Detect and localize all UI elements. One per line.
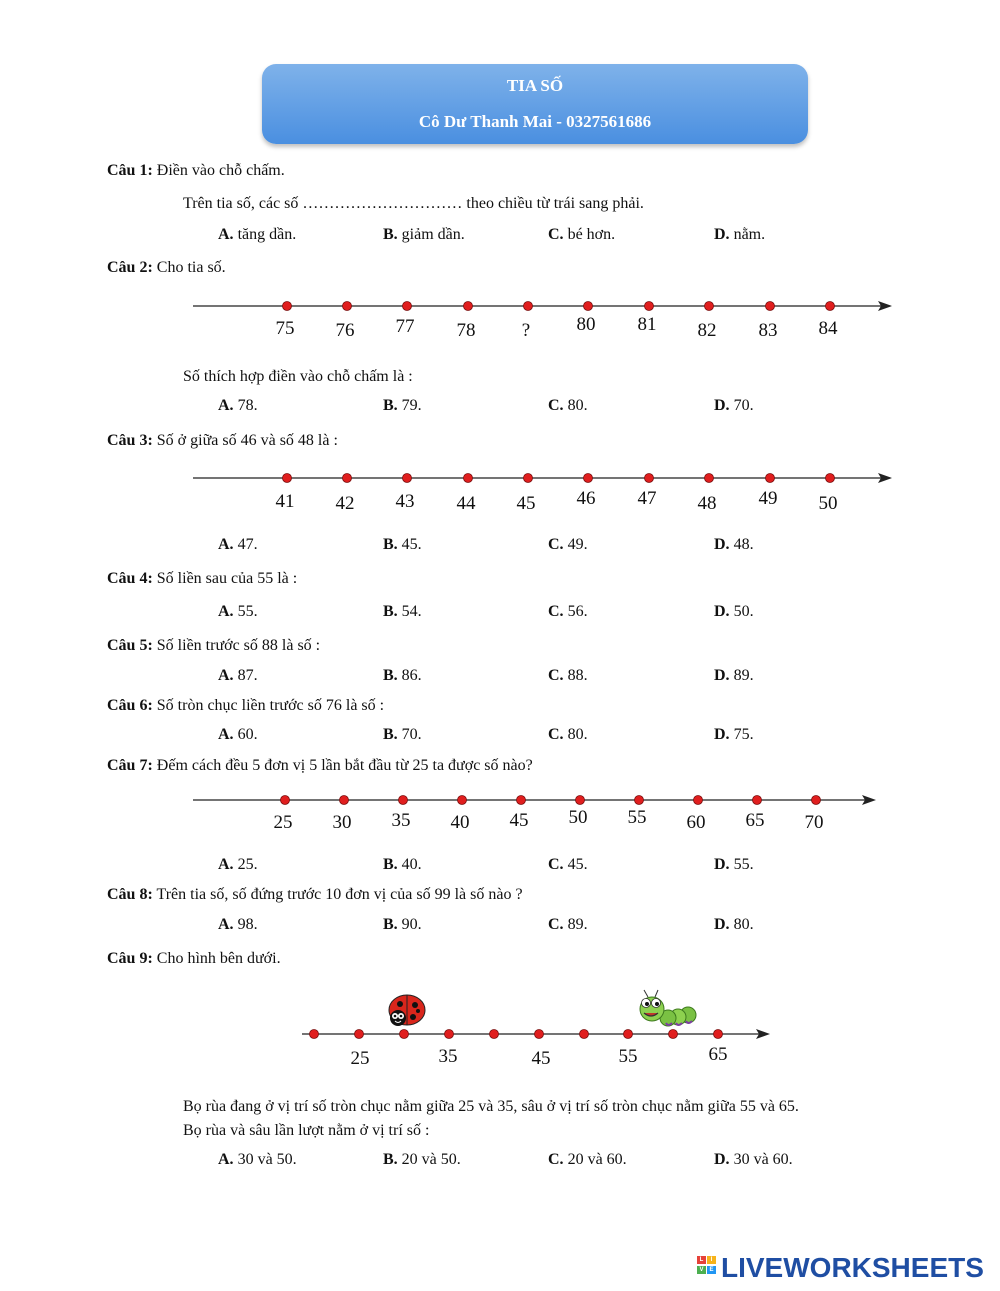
number-line-q9 xyxy=(0,985,1000,1075)
number-line-point xyxy=(458,796,467,805)
number-line-point xyxy=(399,796,408,805)
number-line-point xyxy=(812,796,821,805)
number-line-label: 47 xyxy=(637,488,657,509)
option-letter: C. xyxy=(548,1151,564,1168)
number-line-label: 50 xyxy=(818,493,838,514)
option-letter: A. xyxy=(218,916,234,933)
option-letter: B. xyxy=(383,1151,398,1168)
option-text: 40. xyxy=(401,856,422,873)
option-text: 20 và 50. xyxy=(401,1151,461,1168)
option-letter: C. xyxy=(548,856,564,873)
number-line-point xyxy=(281,796,290,805)
option-text: 80. xyxy=(567,726,588,743)
number-line-point xyxy=(403,474,412,483)
option-b[interactable] xyxy=(383,1151,461,1169)
option-text: 70. xyxy=(401,726,422,743)
option-text: 30 và 50. xyxy=(237,1151,297,1168)
option-text: 87. xyxy=(237,667,258,684)
brand-name: LIVEWORKSHEETS xyxy=(721,1252,984,1283)
question-label: Câu 4: xyxy=(107,570,153,587)
number-line-point xyxy=(343,302,352,311)
number-line-point xyxy=(753,796,762,805)
number-line-point xyxy=(624,1030,633,1039)
option-letter: B. xyxy=(383,226,398,243)
number-line-point xyxy=(403,302,412,311)
number-line-label: 83 xyxy=(758,320,778,341)
option-text: 47. xyxy=(237,536,258,553)
number-line-label: 25 xyxy=(350,1048,370,1069)
number-line-point xyxy=(580,1030,589,1039)
number-line-label: 30 xyxy=(332,812,352,833)
question-label: Câu 6: xyxy=(107,697,153,714)
option-text: 48. xyxy=(733,536,754,553)
number-line-point xyxy=(705,474,714,483)
number-line-point xyxy=(645,474,654,483)
number-line-point xyxy=(517,796,526,805)
option-letter: D. xyxy=(714,667,730,684)
number-line-q7 xyxy=(0,784,1000,844)
option-b[interactable] xyxy=(383,856,422,874)
number-line-label: ? xyxy=(521,320,531,341)
option-letter: B. xyxy=(383,397,398,414)
option-text: 30 và 60. xyxy=(733,1151,793,1168)
option-letter: C. xyxy=(548,397,564,414)
option-letter: C. xyxy=(548,226,564,243)
option-text: 80. xyxy=(733,916,754,933)
number-line-label: 82 xyxy=(697,320,717,341)
number-line-label: 84 xyxy=(818,318,838,339)
number-line-point xyxy=(669,1030,678,1039)
question-3 xyxy=(107,432,338,450)
option-text: 56. xyxy=(567,603,588,620)
question-9-statement: Bọ rùa đang ở vị trí số tròn chục nằm giữa 25 và 35, sâu ở vị trí số tròn chục nằm giữa 55 và 65. xyxy=(183,1098,799,1115)
question-9-prompt: Bọ rùa và sâu lần lượt nằm ở vị trí số : xyxy=(183,1122,430,1139)
number-line-point xyxy=(310,1030,319,1039)
option-text: tăng dần. xyxy=(237,226,297,243)
number-line-point xyxy=(464,474,473,483)
ladybug-icon xyxy=(389,995,425,1026)
number-line-label: 45 xyxy=(531,1048,551,1069)
question-text: Cho hình bên dưới. xyxy=(156,950,281,967)
option-b[interactable] xyxy=(383,536,422,554)
number-line-point xyxy=(576,796,585,805)
option-letter: C. xyxy=(548,536,564,553)
number-line-label: 49 xyxy=(758,488,778,509)
option-text: 50. xyxy=(733,603,754,620)
option-text: 89. xyxy=(733,667,754,684)
number-line-label: 81 xyxy=(637,314,657,335)
question-4 xyxy=(107,570,297,588)
logo-blocks-icon xyxy=(697,1256,719,1284)
option-d[interactable] xyxy=(714,397,754,415)
option-letter: D. xyxy=(714,226,730,243)
logo-letter: E xyxy=(707,1266,716,1274)
number-line-label: 44 xyxy=(456,493,476,514)
logo-letter: V xyxy=(697,1266,706,1274)
option-text: giảm dần. xyxy=(401,226,465,243)
number-line-point xyxy=(400,1030,409,1039)
question-2-options xyxy=(0,397,1000,419)
question-text: Điền vào chỗ chấm. xyxy=(156,162,285,179)
option-letter: B. xyxy=(383,916,398,933)
option-letter: B. xyxy=(383,856,398,873)
question-text: Số liền trước số 88 là số : xyxy=(156,637,321,654)
option-letter: C. xyxy=(548,916,564,933)
option-text: 55. xyxy=(733,856,754,873)
option-a[interactable] xyxy=(218,916,258,934)
worksheet-title: TIA SỐ xyxy=(506,76,564,95)
option-letter: A. xyxy=(218,667,234,684)
option-letter: D. xyxy=(714,536,730,553)
number-line-label: 46 xyxy=(576,488,596,509)
option-text: bé hơn. xyxy=(567,226,616,243)
logo-letter: L xyxy=(697,1256,706,1264)
option-text: 20 và 60. xyxy=(567,1151,627,1168)
option-b[interactable] xyxy=(383,397,422,415)
question-label: Câu 3: xyxy=(107,432,153,449)
question-text: Cho tia số. xyxy=(156,259,226,276)
number-line-q3 xyxy=(0,462,1000,522)
question-7-options xyxy=(0,856,1000,878)
number-line-label: 80 xyxy=(576,314,596,335)
option-letter: D. xyxy=(714,726,730,743)
option-letter: D. xyxy=(714,856,730,873)
question-4-options xyxy=(0,603,1000,625)
option-d[interactable] xyxy=(714,667,754,685)
number-line-label: 78 xyxy=(456,320,476,341)
number-line-point xyxy=(584,302,593,311)
number-line-label: 45 xyxy=(516,493,536,514)
question-9-options xyxy=(0,1151,1000,1173)
option-letter: D. xyxy=(714,1151,730,1168)
option-letter: A. xyxy=(218,1151,234,1168)
option-d[interactable] xyxy=(714,226,765,244)
option-text: 25. xyxy=(237,856,258,873)
option-letter: C. xyxy=(548,726,564,743)
question-label: Câu 9: xyxy=(107,950,153,967)
option-text: 89. xyxy=(567,916,588,933)
question-5 xyxy=(107,637,320,655)
question-8-options xyxy=(0,916,1000,938)
option-text: 79. xyxy=(401,397,422,414)
question-5-options xyxy=(0,667,1000,689)
number-line-point xyxy=(490,1030,499,1039)
option-text: nằm. xyxy=(733,226,766,243)
number-line-label: 77 xyxy=(395,316,415,337)
question-label: Câu 1: xyxy=(107,162,153,179)
option-c[interactable] xyxy=(548,226,615,244)
number-line-label: 55 xyxy=(627,807,647,828)
option-d[interactable] xyxy=(714,916,754,934)
option-text: 60. xyxy=(237,726,258,743)
question-label: Câu 7: xyxy=(107,757,153,774)
option-c[interactable] xyxy=(548,856,588,874)
option-letter: A. xyxy=(218,726,234,743)
option-a[interactable] xyxy=(218,226,296,244)
option-c[interactable] xyxy=(548,397,588,415)
option-text: 70. xyxy=(733,397,754,414)
number-line-label: 50 xyxy=(568,807,588,828)
option-a[interactable] xyxy=(218,536,258,554)
number-line-point xyxy=(535,1030,544,1039)
option-c[interactable] xyxy=(548,916,588,934)
option-b[interactable] xyxy=(383,603,422,621)
question-1 xyxy=(107,162,285,180)
option-d[interactable] xyxy=(714,536,754,554)
number-line-point xyxy=(524,474,533,483)
option-a[interactable] xyxy=(218,397,258,415)
caterpillar-icon xyxy=(640,990,696,1026)
number-line-point xyxy=(584,474,593,483)
number-line-label: 41 xyxy=(275,491,295,512)
question-label: Câu 2: xyxy=(107,259,153,276)
question-text: Trên tia số, số đứng trước 10 đơn vị của số 99 là số nào ? xyxy=(156,886,523,903)
option-text: 98. xyxy=(237,916,258,933)
option-a[interactable] xyxy=(218,603,258,621)
option-letter: B. xyxy=(383,536,398,553)
number-line-label: 42 xyxy=(335,493,355,514)
option-letter: B. xyxy=(383,603,398,620)
question-7 xyxy=(107,757,533,775)
option-letter: B. xyxy=(383,667,398,684)
number-line-point xyxy=(714,1030,723,1039)
option-d[interactable] xyxy=(714,1151,793,1169)
option-text: 88. xyxy=(567,667,588,684)
option-letter: C. xyxy=(548,667,564,684)
number-line-point xyxy=(283,302,292,311)
option-b[interactable] xyxy=(383,916,422,934)
option-letter: D. xyxy=(714,916,730,933)
number-line-point xyxy=(283,474,292,483)
logo-letter: I xyxy=(707,1256,716,1264)
option-letter: A. xyxy=(218,536,234,553)
option-text: 80. xyxy=(567,397,588,414)
number-line-point xyxy=(343,474,352,483)
question-2 xyxy=(107,259,226,277)
option-c[interactable] xyxy=(548,1151,627,1169)
option-letter: B. xyxy=(383,726,398,743)
option-c[interactable] xyxy=(548,726,588,744)
number-line-point xyxy=(340,796,349,805)
option-c[interactable] xyxy=(548,603,588,621)
question-6-options xyxy=(0,726,1000,748)
number-line-point xyxy=(645,302,654,311)
number-line-label: 25 xyxy=(273,812,293,833)
option-a[interactable] xyxy=(218,1151,297,1169)
question-8 xyxy=(107,886,523,904)
question-3-options xyxy=(0,536,1000,558)
number-line-point xyxy=(826,474,835,483)
option-b[interactable] xyxy=(383,726,422,744)
option-d[interactable] xyxy=(714,603,754,621)
option-letter: D. xyxy=(714,603,730,620)
option-text: 75. xyxy=(733,726,754,743)
option-text: 49. xyxy=(567,536,588,553)
number-line-point xyxy=(445,1030,454,1039)
option-text: 78. xyxy=(237,397,258,414)
option-letter: C. xyxy=(548,603,564,620)
option-c[interactable] xyxy=(548,536,588,554)
number-line-point xyxy=(826,302,835,311)
option-letter: D. xyxy=(714,397,730,414)
question-9 xyxy=(107,950,281,968)
number-line-label: 75 xyxy=(275,318,295,339)
number-line-point xyxy=(766,302,775,311)
number-line-label: 48 xyxy=(697,493,717,514)
number-line-label: 65 xyxy=(708,1044,728,1065)
number-line-point xyxy=(694,796,703,805)
option-d[interactable] xyxy=(714,856,754,874)
number-line-label: 70 xyxy=(804,812,824,833)
number-line-point xyxy=(464,302,473,311)
option-letter: A. xyxy=(218,226,234,243)
number-line-label: 43 xyxy=(395,491,415,512)
number-line-label: 65 xyxy=(745,810,765,831)
worksheet-author: Cô Dư Thanh Mai - 0327561686 xyxy=(418,112,652,131)
question-label: Câu 5: xyxy=(107,637,153,654)
number-line-label: 45 xyxy=(509,810,529,831)
option-text: 55. xyxy=(237,603,258,620)
question-label: Câu 8: xyxy=(107,886,153,903)
question-6 xyxy=(107,697,384,715)
option-text: 54. xyxy=(401,603,422,620)
option-text: 86. xyxy=(401,667,422,684)
option-letter: A. xyxy=(218,397,234,414)
question-1-statement: Trên tia số, các số ………………………… theo chiều từ trái sang phải. xyxy=(183,195,644,212)
number-line-point xyxy=(766,474,775,483)
question-2-prompt: Số thích hợp điền vào chỗ chấm là : xyxy=(183,368,413,385)
option-a[interactable] xyxy=(218,726,258,744)
question-text: Đếm cách đều 5 đơn vị 5 lần bắt đầu từ 25 ta được số nào? xyxy=(156,757,533,774)
number-line-point xyxy=(524,302,533,311)
option-c[interactable] xyxy=(548,667,588,685)
option-text: 90. xyxy=(401,916,422,933)
question-text: Số liền sau của 55 là : xyxy=(156,570,298,587)
number-line-label: 35 xyxy=(391,810,411,831)
question-text: Số ở giữa số 46 và số 48 là : xyxy=(156,432,338,449)
option-b[interactable] xyxy=(383,667,422,685)
number-line-label: 40 xyxy=(450,812,470,833)
number-line-label: 76 xyxy=(335,320,355,341)
option-a[interactable] xyxy=(218,856,258,874)
number-line-point xyxy=(635,796,644,805)
question-1-options xyxy=(0,226,1000,248)
option-letter: A. xyxy=(218,856,234,873)
option-text: 45. xyxy=(401,536,422,553)
number-line-point xyxy=(355,1030,364,1039)
number-line-point xyxy=(705,302,714,311)
number-line-q2 xyxy=(0,290,1000,350)
number-line-label: 60 xyxy=(686,812,706,833)
option-b[interactable] xyxy=(383,226,465,244)
option-a[interactable] xyxy=(218,667,258,685)
option-d[interactable] xyxy=(714,726,754,744)
title-banner xyxy=(262,64,808,144)
option-text: 45. xyxy=(567,856,588,873)
question-text: Số tròn chục liền trước số 76 là số : xyxy=(156,697,385,714)
number-line-label: 35 xyxy=(438,1046,458,1067)
number-line-label: 55 xyxy=(618,1046,638,1067)
option-letter: A. xyxy=(218,603,234,620)
